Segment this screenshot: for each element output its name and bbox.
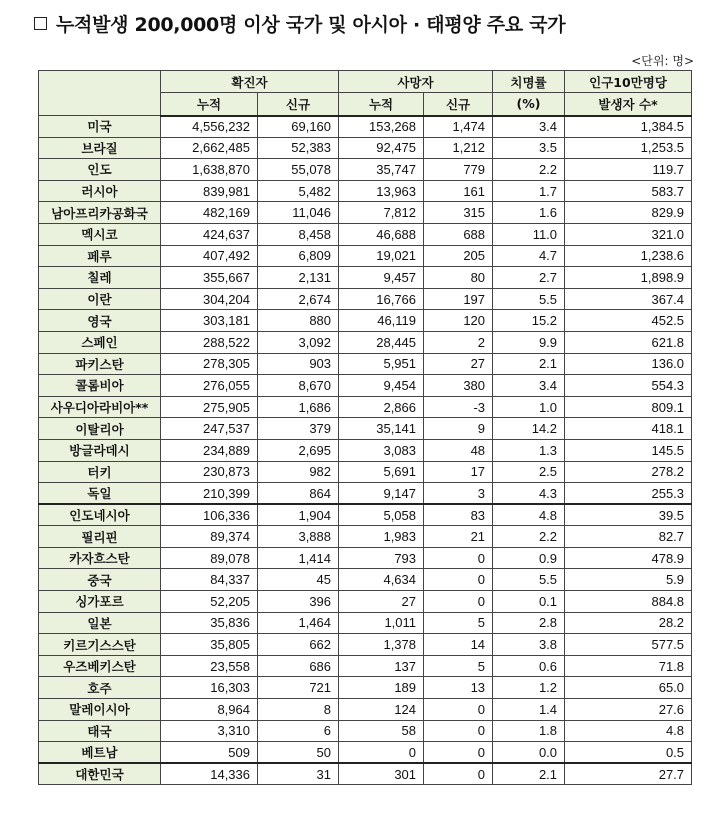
confirmed-cumulative-cell: 84,337	[161, 569, 258, 591]
country-cell: 태국	[39, 720, 161, 742]
confirmed-new-cell: 864	[258, 483, 339, 505]
country-cell: 인도네시아	[39, 504, 161, 526]
deaths-new-cell: 0	[424, 763, 493, 785]
table-row	[39, 612, 692, 634]
confirmed-cumulative-cell: 89,078	[161, 547, 258, 569]
table-row	[39, 569, 692, 591]
confirmed-cumulative-cell: 288,522	[161, 331, 258, 353]
confirmed-new-cell: 1,686	[258, 396, 339, 418]
deaths-new-cell: 0	[424, 547, 493, 569]
deaths-new-cell: 14	[424, 634, 493, 656]
per100k-cell: 884.8	[565, 591, 692, 613]
table-row	[39, 137, 692, 159]
header-confirmed-cumulative: 누적	[161, 93, 258, 116]
confirmed-cumulative-cell: 23,558	[161, 655, 258, 677]
country-cell: 싱가포르	[39, 591, 161, 613]
per100k-cell: 452.5	[565, 310, 692, 332]
confirmed-new-cell: 11,046	[258, 202, 339, 224]
header-deaths: 사망자	[339, 71, 493, 93]
country-cell: 콜롬비아	[39, 375, 161, 397]
deaths-new-cell: 3	[424, 483, 493, 505]
fatality-rate-cell: 0.9	[493, 547, 565, 569]
confirmed-new-cell: 2,674	[258, 288, 339, 310]
country-cell: 방글라데시	[39, 439, 161, 461]
covid-statistics-table	[38, 70, 692, 785]
deaths-new-cell: 197	[424, 288, 493, 310]
deaths-cumulative-cell: 46,119	[339, 310, 424, 332]
square-bullet-icon	[34, 17, 47, 30]
deaths-cumulative-cell: 5,058	[339, 504, 424, 526]
deaths-cumulative-cell: 92,475	[339, 137, 424, 159]
country-cell: 러시아	[39, 180, 161, 202]
table-row	[39, 310, 692, 332]
table-row	[39, 418, 692, 440]
deaths-cumulative-cell: 9,457	[339, 267, 424, 289]
deaths-cumulative-cell: 1,011	[339, 612, 424, 634]
confirmed-new-cell: 6,809	[258, 245, 339, 267]
confirmed-new-cell: 45	[258, 569, 339, 591]
header-per100k-line1: 인구10만명당	[565, 71, 692, 93]
confirmed-new-cell: 8,458	[258, 223, 339, 245]
table-row	[39, 699, 692, 721]
confirmed-cumulative-cell: 2,662,485	[161, 137, 258, 159]
deaths-new-cell: 27	[424, 353, 493, 375]
per100k-cell: 621.8	[565, 331, 692, 353]
deaths-cumulative-cell: 35,141	[339, 418, 424, 440]
country-cell: 대한민국	[39, 763, 161, 785]
deaths-cumulative-cell: 3,083	[339, 439, 424, 461]
fatality-rate-cell: 2.8	[493, 612, 565, 634]
confirmed-cumulative-cell: 16,303	[161, 677, 258, 699]
deaths-new-cell: 0	[424, 591, 493, 613]
country-cell: 호주	[39, 677, 161, 699]
country-cell: 영국	[39, 310, 161, 332]
per100k-cell: 1,238.6	[565, 245, 692, 267]
table-row	[39, 763, 692, 785]
confirmed-new-cell: 880	[258, 310, 339, 332]
deaths-cumulative-cell: 13,963	[339, 180, 424, 202]
table-row	[39, 439, 692, 461]
deaths-cumulative-cell: 0	[339, 742, 424, 764]
per100k-cell: 5.9	[565, 569, 692, 591]
deaths-cumulative-cell: 5,691	[339, 461, 424, 483]
confirmed-new-cell: 50	[258, 742, 339, 764]
table-row	[39, 526, 692, 548]
header-row-1	[39, 71, 692, 93]
per100k-cell: 0.5	[565, 742, 692, 764]
deaths-cumulative-cell: 35,747	[339, 159, 424, 181]
confirmed-cumulative-cell: 234,889	[161, 439, 258, 461]
confirmed-cumulative-cell: 303,181	[161, 310, 258, 332]
deaths-cumulative-cell: 16,766	[339, 288, 424, 310]
country-cell: 페루	[39, 245, 161, 267]
header-per100k-line2: 발생자 수*	[565, 93, 692, 116]
deaths-cumulative-cell: 9,454	[339, 375, 424, 397]
confirmed-cumulative-cell: 3,310	[161, 720, 258, 742]
fatality-rate-cell: 0.1	[493, 591, 565, 613]
country-cell: 카자흐스탄	[39, 547, 161, 569]
fatality-rate-cell: 11.0	[493, 223, 565, 245]
document-title-text: 누적발생 200,000명 이상 국가 및 아시아 · 태평양 주요 국가	[56, 13, 566, 36]
deaths-cumulative-cell: 4,634	[339, 569, 424, 591]
fatality-rate-cell: 4.3	[493, 483, 565, 505]
country-cell: 칠레	[39, 267, 161, 289]
per100k-cell: 809.1	[565, 396, 692, 418]
table-row	[39, 396, 692, 418]
confirmed-cumulative-cell: 304,204	[161, 288, 258, 310]
confirmed-new-cell: 2,131	[258, 267, 339, 289]
table-row	[39, 223, 692, 245]
per100k-cell: 39.5	[565, 504, 692, 526]
table-row	[39, 267, 692, 289]
table-row	[39, 245, 692, 267]
confirmed-cumulative-cell: 247,537	[161, 418, 258, 440]
deaths-cumulative-cell: 137	[339, 655, 424, 677]
fatality-rate-cell: 3.8	[493, 634, 565, 656]
country-cell: 우즈베키스탄	[39, 655, 161, 677]
fatality-rate-cell: 2.7	[493, 267, 565, 289]
table-row	[39, 353, 692, 375]
per100k-cell: 478.9	[565, 547, 692, 569]
confirmed-cumulative-cell: 509	[161, 742, 258, 764]
country-cell: 필리핀	[39, 526, 161, 548]
deaths-new-cell: 0	[424, 720, 493, 742]
confirmed-new-cell: 69,160	[258, 116, 339, 138]
confirmed-cumulative-cell: 4,556,232	[161, 116, 258, 138]
fatality-rate-cell: 5.5	[493, 569, 565, 591]
confirmed-new-cell: 686	[258, 655, 339, 677]
fatality-rate-cell: 9.9	[493, 331, 565, 353]
deaths-cumulative-cell: 793	[339, 547, 424, 569]
per100k-cell: 554.3	[565, 375, 692, 397]
deaths-new-cell: 21	[424, 526, 493, 548]
deaths-cumulative-cell: 7,812	[339, 202, 424, 224]
table-row	[39, 375, 692, 397]
header-fatality-rate: 치명률	[493, 71, 565, 93]
table-row	[39, 180, 692, 202]
per100k-cell: 28.2	[565, 612, 692, 634]
fatality-rate-cell: 1.2	[493, 677, 565, 699]
fatality-rate-cell: 1.4	[493, 699, 565, 721]
table-row	[39, 720, 692, 742]
confirmed-cumulative-cell: 52,205	[161, 591, 258, 613]
country-cell: 남아프리카공화국	[39, 202, 161, 224]
table-row	[39, 288, 692, 310]
deaths-cumulative-cell: 28,445	[339, 331, 424, 353]
table-row	[39, 331, 692, 353]
per100k-cell: 119.7	[565, 159, 692, 181]
deaths-new-cell: 83	[424, 504, 493, 526]
per100k-cell: 367.4	[565, 288, 692, 310]
deaths-new-cell: 380	[424, 375, 493, 397]
confirmed-new-cell: 1,904	[258, 504, 339, 526]
deaths-cumulative-cell: 9,147	[339, 483, 424, 505]
country-cell: 일본	[39, 612, 161, 634]
country-cell: 인도	[39, 159, 161, 181]
confirmed-cumulative-cell: 8,964	[161, 699, 258, 721]
per100k-cell: 136.0	[565, 353, 692, 375]
confirmed-cumulative-cell: 35,805	[161, 634, 258, 656]
table-row	[39, 116, 692, 138]
country-cell: 브라질	[39, 137, 161, 159]
deaths-cumulative-cell: 189	[339, 677, 424, 699]
country-cell: 사우디아라비아**	[39, 396, 161, 418]
deaths-new-cell: -3	[424, 396, 493, 418]
confirmed-cumulative-cell: 1,638,870	[161, 159, 258, 181]
deaths-cumulative-cell: 124	[339, 699, 424, 721]
per100k-cell: 145.5	[565, 439, 692, 461]
deaths-new-cell: 48	[424, 439, 493, 461]
deaths-cumulative-cell: 301	[339, 763, 424, 785]
table-row	[39, 655, 692, 677]
deaths-new-cell: 0	[424, 742, 493, 764]
per100k-cell: 418.1	[565, 418, 692, 440]
confirmed-cumulative-cell: 276,055	[161, 375, 258, 397]
header-fatality-rate-unit: (%)	[493, 93, 565, 116]
country-cell: 터키	[39, 461, 161, 483]
confirmed-cumulative-cell: 106,336	[161, 504, 258, 526]
fatality-rate-cell: 1.0	[493, 396, 565, 418]
confirmed-new-cell: 3,888	[258, 526, 339, 548]
per100k-cell: 27.7	[565, 763, 692, 785]
fatality-rate-cell: 1.7	[493, 180, 565, 202]
unit-note: <단위: 명>	[631, 54, 694, 68]
country-cell: 말레이시아	[39, 699, 161, 721]
country-cell: 파키스탄	[39, 353, 161, 375]
per100k-cell: 71.8	[565, 655, 692, 677]
confirmed-new-cell: 721	[258, 677, 339, 699]
table-row	[39, 742, 692, 764]
fatality-rate-cell: 1.6	[493, 202, 565, 224]
fatality-rate-cell: 0.6	[493, 655, 565, 677]
header-deaths-new: 신규	[424, 93, 493, 116]
fatality-rate-cell: 2.5	[493, 461, 565, 483]
table-row	[39, 483, 692, 505]
confirmed-new-cell: 396	[258, 591, 339, 613]
deaths-new-cell: 2	[424, 331, 493, 353]
confirmed-new-cell: 662	[258, 634, 339, 656]
fatality-rate-cell: 0.0	[493, 742, 565, 764]
deaths-cumulative-cell: 27	[339, 591, 424, 613]
deaths-new-cell: 80	[424, 267, 493, 289]
confirmed-cumulative-cell: 14,336	[161, 763, 258, 785]
per100k-cell: 278.2	[565, 461, 692, 483]
deaths-cumulative-cell: 2,866	[339, 396, 424, 418]
per100k-cell: 4.8	[565, 720, 692, 742]
confirmed-cumulative-cell: 275,905	[161, 396, 258, 418]
deaths-new-cell: 205	[424, 245, 493, 267]
deaths-cumulative-cell: 153,268	[339, 116, 424, 138]
fatality-rate-cell: 2.2	[493, 526, 565, 548]
confirmed-cumulative-cell: 424,637	[161, 223, 258, 245]
header-confirmed-new: 신규	[258, 93, 339, 116]
confirmed-cumulative-cell: 839,981	[161, 180, 258, 202]
deaths-new-cell: 5	[424, 612, 493, 634]
deaths-cumulative-cell: 5,951	[339, 353, 424, 375]
deaths-cumulative-cell: 1,378	[339, 634, 424, 656]
deaths-new-cell: 17	[424, 461, 493, 483]
fatality-rate-cell: 15.2	[493, 310, 565, 332]
country-cell: 이란	[39, 288, 161, 310]
deaths-new-cell: 315	[424, 202, 493, 224]
confirmed-new-cell: 55,078	[258, 159, 339, 181]
per100k-cell: 577.5	[565, 634, 692, 656]
table-body	[39, 116, 692, 785]
country-cell: 중국	[39, 569, 161, 591]
per100k-cell: 583.7	[565, 180, 692, 202]
country-cell: 독일	[39, 483, 161, 505]
fatality-rate-cell: 2.1	[493, 763, 565, 785]
table-row	[39, 159, 692, 181]
header-deaths-cumulative: 누적	[339, 93, 424, 116]
per100k-cell: 1,253.5	[565, 137, 692, 159]
document-title	[34, 8, 565, 38]
confirmed-new-cell: 1,414	[258, 547, 339, 569]
confirmed-cumulative-cell: 230,873	[161, 461, 258, 483]
per100k-cell: 829.9	[565, 202, 692, 224]
table-row	[39, 461, 692, 483]
fatality-rate-cell: 1.8	[493, 720, 565, 742]
confirmed-new-cell: 8	[258, 699, 339, 721]
deaths-new-cell: 779	[424, 159, 493, 181]
per100k-cell: 82.7	[565, 526, 692, 548]
confirmed-new-cell: 3,092	[258, 331, 339, 353]
deaths-new-cell: 120	[424, 310, 493, 332]
per100k-cell: 65.0	[565, 677, 692, 699]
per100k-cell: 1,898.9	[565, 267, 692, 289]
deaths-cumulative-cell: 1,983	[339, 526, 424, 548]
fatality-rate-cell: 2.1	[493, 353, 565, 375]
confirmed-new-cell: 982	[258, 461, 339, 483]
confirmed-cumulative-cell: 210,399	[161, 483, 258, 505]
confirmed-cumulative-cell: 407,492	[161, 245, 258, 267]
deaths-cumulative-cell: 58	[339, 720, 424, 742]
country-cell: 멕시코	[39, 223, 161, 245]
per100k-cell: 1,384.5	[565, 116, 692, 138]
confirmed-new-cell: 379	[258, 418, 339, 440]
confirmed-cumulative-cell: 278,305	[161, 353, 258, 375]
table-row	[39, 634, 692, 656]
deaths-cumulative-cell: 46,688	[339, 223, 424, 245]
deaths-new-cell: 0	[424, 569, 493, 591]
confirmed-new-cell: 5,482	[258, 180, 339, 202]
deaths-cumulative-cell: 19,021	[339, 245, 424, 267]
table-row	[39, 202, 692, 224]
confirmed-new-cell: 1,464	[258, 612, 339, 634]
country-cell: 스페인	[39, 331, 161, 353]
deaths-new-cell: 0	[424, 699, 493, 721]
deaths-new-cell: 9	[424, 418, 493, 440]
confirmed-new-cell: 6	[258, 720, 339, 742]
deaths-new-cell: 13	[424, 677, 493, 699]
table-row	[39, 677, 692, 699]
table-row	[39, 547, 692, 569]
header-confirmed: 확진자	[161, 71, 339, 93]
confirmed-cumulative-cell: 482,169	[161, 202, 258, 224]
confirmed-new-cell: 52,383	[258, 137, 339, 159]
per100k-cell: 321.0	[565, 223, 692, 245]
confirmed-new-cell: 31	[258, 763, 339, 785]
confirmed-cumulative-cell: 355,667	[161, 267, 258, 289]
deaths-new-cell: 1,474	[424, 116, 493, 138]
confirmed-new-cell: 8,670	[258, 375, 339, 397]
fatality-rate-cell: 4.7	[493, 245, 565, 267]
deaths-new-cell: 1,212	[424, 137, 493, 159]
fatality-rate-cell: 5.5	[493, 288, 565, 310]
country-cell: 베트남	[39, 742, 161, 764]
per100k-cell: 255.3	[565, 483, 692, 505]
fatality-rate-cell: 14.2	[493, 418, 565, 440]
confirmed-cumulative-cell: 35,836	[161, 612, 258, 634]
confirmed-cumulative-cell: 89,374	[161, 526, 258, 548]
fatality-rate-cell: 2.2	[493, 159, 565, 181]
fatality-rate-cell: 3.4	[493, 375, 565, 397]
deaths-new-cell: 161	[424, 180, 493, 202]
fatality-rate-cell: 4.8	[493, 504, 565, 526]
country-cell: 이탈리아	[39, 418, 161, 440]
fatality-rate-cell: 1.3	[493, 439, 565, 461]
fatality-rate-cell: 3.4	[493, 116, 565, 138]
table-row	[39, 504, 692, 526]
fatality-rate-cell: 3.5	[493, 137, 565, 159]
country-cell: 미국	[39, 116, 161, 138]
deaths-new-cell: 5	[424, 655, 493, 677]
confirmed-new-cell: 903	[258, 353, 339, 375]
header-country	[39, 71, 161, 116]
deaths-new-cell: 688	[424, 223, 493, 245]
country-cell: 키르기스스탄	[39, 634, 161, 656]
table-row	[39, 591, 692, 613]
confirmed-new-cell: 2,695	[258, 439, 339, 461]
per100k-cell: 27.6	[565, 699, 692, 721]
